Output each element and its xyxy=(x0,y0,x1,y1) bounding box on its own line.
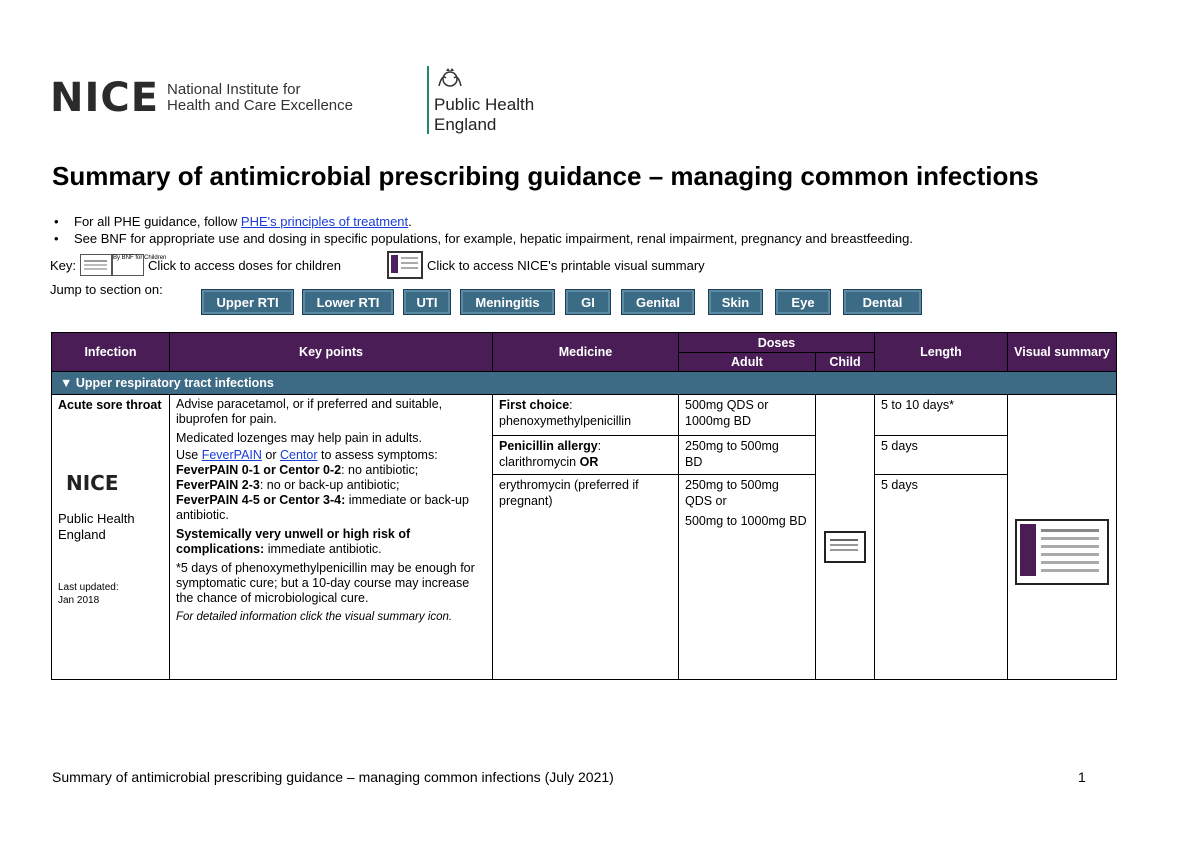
nice-subtitle-line1: National Institute for xyxy=(167,81,301,98)
page-title: Summary of antimicrobial prescribing guidance – managing common infections xyxy=(52,161,1039,191)
nice-wordmark: NICE xyxy=(50,75,160,121)
centor-link[interactable]: Centor xyxy=(279,448,318,462)
adult-dose-cell xyxy=(679,395,816,680)
page-number: 1 xyxy=(1078,769,1086,785)
jump-uti-button[interactable]: UTI xyxy=(403,289,451,315)
jump-genital-button[interactable]: Genital xyxy=(621,289,695,315)
visual-summary-icon[interactable] xyxy=(1015,519,1109,585)
adult-dose-clar-line2: BD xyxy=(685,455,703,469)
nice-small-logo: NICE xyxy=(66,471,119,495)
kp-assess-or: or xyxy=(261,448,280,462)
medicine-cell xyxy=(493,395,679,680)
kp-unwell-text: immediate antibiotic. xyxy=(264,542,382,556)
jump-label: Jump to section on: xyxy=(50,282,163,297)
kp-unwell-bold: Systemically very unwell or high risk of complications: xyxy=(176,527,411,556)
children-doses-text: Click to access doses for children xyxy=(148,257,341,273)
kp-score-high-text: immediate or back-up antibiotic. xyxy=(176,493,469,522)
jump-skin-button[interactable]: Skin xyxy=(708,289,763,315)
kp-score-low-text: : no antibiotic; xyxy=(341,463,419,477)
nice-logo xyxy=(50,75,353,121)
first-choice-label: First choice xyxy=(499,398,570,412)
infection-name: Acute sore throat xyxy=(58,398,162,412)
bullet-bnf: • See BNF for appropriate use and dosing in specific populations, for example, hepatic impairment, renal impairment, pregnancy and breastfeeding. xyxy=(52,230,913,247)
bullet-phe-period: . xyxy=(408,214,412,229)
adult-dose-ery-line1: 250mg to 500mg QDS or xyxy=(685,478,779,508)
visual-summary-cell xyxy=(1008,395,1117,680)
last-updated-label: Last updated: xyxy=(58,582,119,593)
phe-line2: England xyxy=(434,115,497,134)
medicine-penicillin-allergy xyxy=(493,436,678,475)
last-updated-date: Jan 2018 xyxy=(58,595,100,606)
visual-summary-thumbnail-icon[interactable] xyxy=(387,251,423,279)
length-cell xyxy=(875,395,1008,680)
first-choice-drug: phenoxymethylpenicillin xyxy=(499,414,632,428)
header-medicine: Medicine xyxy=(493,333,679,372)
penicillin-allergy-label: Penicillin allergy xyxy=(499,439,598,453)
key-points-cell xyxy=(170,395,493,680)
medicine-first-choice xyxy=(493,395,678,436)
bullet-phe-text: For all PHE guidance, follow xyxy=(74,214,241,229)
adult-dose-clar-line1: 250mg to 500mg xyxy=(685,439,779,453)
kp-score-low-bold: FeverPAIN 0-1 or Centor 0-2 xyxy=(176,463,342,477)
bnf-children-thumbnail-icon[interactable]: By BNF for Children xyxy=(112,254,144,276)
phe-small-logo: Public Health England xyxy=(58,511,135,542)
length-clarithromycin: 5 days xyxy=(875,436,1007,475)
length-first-choice: 5 to 10 days* xyxy=(875,395,1007,436)
nice-subtitle xyxy=(167,82,353,114)
guidance-table xyxy=(51,332,1117,680)
adult-dose-clarithromycin xyxy=(679,436,815,475)
royal-crest-icon xyxy=(436,66,464,90)
guidance-bullets xyxy=(52,213,913,247)
phe-line1: Public Health xyxy=(434,95,535,114)
penicillin-allergy-or: OR xyxy=(579,455,599,469)
jump-upper-rti-button[interactable]: Upper RTI xyxy=(201,289,294,315)
header-adult: Adult xyxy=(679,353,816,372)
kp-lozenges: Medicated lozenges may help pain in adults. xyxy=(176,431,422,445)
kp-score-low xyxy=(176,463,486,478)
header-length: Length xyxy=(875,333,1008,372)
kp-unwell xyxy=(176,527,486,557)
jump-meningitis-button[interactable]: Meningitis xyxy=(460,289,555,315)
first-choice-colon: : xyxy=(569,398,573,412)
kp-assess-pre: Use xyxy=(176,448,202,462)
kp-score-mid-bold: FeverPAIN 2-3 xyxy=(176,478,260,492)
header-child: Child xyxy=(816,353,875,372)
kp-score-high xyxy=(176,493,486,523)
adult-dose-ery-line2: 500mg to 1000mg BD xyxy=(685,514,807,528)
child-dose-cell xyxy=(816,395,875,680)
jump-eye-button[interactable]: Eye xyxy=(775,289,831,315)
header-doses: Doses xyxy=(679,333,875,353)
jump-lower-rti-button[interactable]: Lower RTI xyxy=(302,289,394,315)
medicine-erythromycin: erythromycin (preferred if pregnant) xyxy=(499,478,639,508)
nice-subtitle-line2: Health and Care Excellence xyxy=(167,97,353,114)
penicillin-allergy-drug: clarithromycin xyxy=(499,455,577,469)
penicillin-allergy-colon: : xyxy=(597,439,602,453)
kp-assess xyxy=(176,448,486,463)
phe-logo xyxy=(427,66,534,134)
phe-principles-link[interactable]: PHE's principles of treatment xyxy=(240,214,409,229)
header-visual-summary: Visual summary xyxy=(1008,333,1117,372)
kp-detail-note: For detailed information click the visual summary icon. xyxy=(176,611,453,623)
bullet-phe-guidance xyxy=(52,213,913,230)
header-infection: Infection xyxy=(52,333,170,372)
adult-dose-first-line1: 500mg QDS or xyxy=(685,398,769,412)
kp-score-high-bold: FeverPAIN 4-5 or Centor 3-4: xyxy=(176,493,346,507)
visual-summary-text: Click to access NICE's printable visual summary xyxy=(426,257,705,273)
bnfc-link-icon[interactable] xyxy=(824,531,866,563)
kp-pain-advice: Advise paracetamol, or if preferred and suitable, ibuprofen for pain. xyxy=(176,397,443,426)
adult-dose-erythromycin xyxy=(679,475,815,531)
header-key-points: Key points xyxy=(170,333,493,372)
key-label: Key: xyxy=(50,257,77,273)
section-upper-rti[interactable]: ▼ Upper respiratory tract infections xyxy=(52,372,1117,395)
footer-text: Summary of antimicrobial prescribing guidance – managing common infections (July 2021) xyxy=(52,769,614,785)
kp-assess-post: to assess symptoms: xyxy=(317,448,438,462)
adult-dose-first-choice xyxy=(679,395,815,436)
jump-gi-button[interactable]: GI xyxy=(565,289,611,315)
kp-score-mid xyxy=(176,478,486,493)
kp-score-mid-text: : no or back-up antibiotic; xyxy=(259,478,400,492)
length-erythromycin: 5 days xyxy=(881,478,918,492)
jump-dental-button[interactable]: Dental xyxy=(843,289,922,315)
adult-dose-first-line2: 1000mg BD xyxy=(685,414,752,428)
feverpain-link[interactable]: FeverPAIN xyxy=(201,448,262,462)
key-legend xyxy=(50,251,705,279)
bnf-dose-thumbnail-icon[interactable] xyxy=(80,254,112,276)
kp-course-note: *5 days of phenoxymethylpenicillin may be enough for symptomatic cure; but a 10-day course may increase the chance of microbiological cure. xyxy=(176,561,475,605)
infection-cell xyxy=(52,395,170,680)
